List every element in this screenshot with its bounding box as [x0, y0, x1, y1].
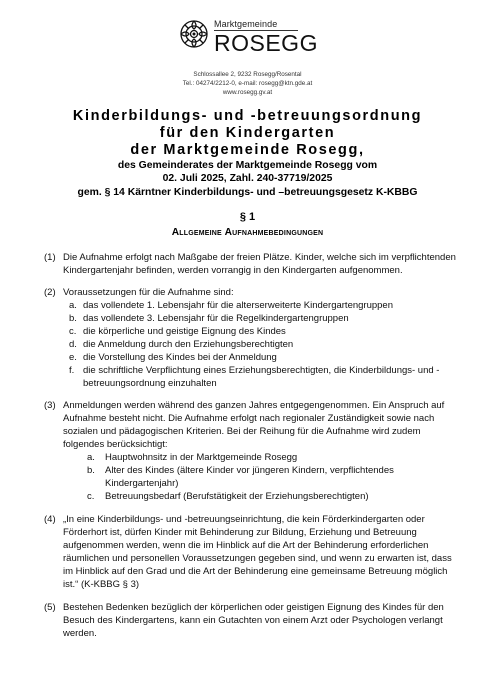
logo-subtitle: Marktgemeinde	[214, 19, 278, 29]
paragraph-4-line: räumlichen und personellen Voraussetzungen gegeben sind, und wenn zu erwarten ist, dass	[63, 553, 452, 564]
paragraph-1-line: Die Aufnahme erfolgt nach Maßgabe der freien Plätze. Kinder, welche sich im verpflichtenden	[63, 252, 456, 263]
paragraph-4-line: im Hinblick auf den Grad und die Art der Behinderung eine gemeinsame Betreuung möglich	[63, 566, 448, 577]
list-item-label: b.	[69, 313, 77, 324]
paragraph-3-number: (3)	[44, 400, 56, 411]
paragraph-5-line: Bestehen Bedenken bezüglich der körperlichen oder geistigen Eignung des Kindes für den	[63, 602, 444, 613]
paragraph-2-intro: Voraussetzungen für die Aufnahme sind:	[63, 287, 234, 298]
list-item-label: a.	[69, 300, 77, 311]
paragraph-2-number: (2)	[44, 287, 56, 298]
contact-line: Tel.: 04274/2212-0, e-mail: rosegg@ktn.gde.at	[182, 80, 313, 87]
paragraph-3-line: folgendes berücksichtigt:	[63, 439, 168, 450]
list-item: das vollendete 3. Lebensjahr für die Regelkindergartengruppen	[83, 313, 349, 324]
list-item-label: a.	[87, 452, 95, 463]
municipality-logo	[178, 14, 318, 60]
paragraph-1-line: Kindergartenjahr befinden, werden vorrangig in den Kindergarten aufgenommen.	[63, 265, 403, 276]
document-subtitle-line-2: 02. Juli 2025, Zahl. 240-37719/2025	[162, 173, 333, 184]
document-title-line-2: für den Kindergarten	[159, 125, 336, 141]
list-item-label: b.	[87, 465, 95, 476]
paragraph-4-line: aufgenommen werden, wenn die im Hinblick auf die Art der Behinderung erforderlichen	[63, 540, 429, 551]
paragraph-1-number: (1)	[44, 252, 56, 263]
document-title-line-3: der Marktgemeinde Rosegg,	[130, 142, 365, 158]
address-line: Schlossallee 2, 9232 Rosegg/Rosental	[193, 71, 302, 78]
list-item: Kindergartenjahr)	[105, 478, 179, 489]
paragraph-5-line: werden.	[63, 628, 97, 639]
paragraph-4-number: (4)	[44, 514, 56, 525]
logo-title: ROSEGG	[214, 30, 318, 56]
list-item: die schriftliche Verpflichtung eines Erziehungsberechtigten, die Kinderbildungs- und -	[83, 365, 440, 376]
list-item: Betreuungsbedarf (Berufstätigkeit der Erziehungsberechtigten)	[105, 491, 369, 502]
list-item: die Vorstellung des Kindes bei der Anmeldung	[83, 352, 277, 363]
list-item: betreuungsordnung einzuhalten	[83, 378, 217, 389]
paragraph-3-line: Anmeldungen werden während des ganzen Jahres entgegengenommen. Ein Anspruch auf	[63, 400, 445, 411]
rose-emblem-icon	[178, 16, 210, 52]
document-subtitle-line-3: gem. § 14 Kärntner Kinderbildungs- und –betreuungsgesetz K-KBBG	[77, 187, 418, 198]
section-heading: Allgemeine Aufnahmebedingungen	[171, 226, 324, 238]
list-item-label: d.	[69, 339, 77, 350]
list-item: Hauptwohnsitz in der Marktgemeinde Rosegg	[105, 452, 298, 463]
paragraph-4-line: „In eine Kinderbildungs- und -betreuungseinrichtung, die kein Förderkindergarten oder	[63, 514, 425, 525]
paragraph-3-line: Aufnahme besteht nicht. Die Aufnahme erfolgt nach regionaler Zuständigkeit sowie nach	[63, 413, 435, 424]
paragraph-4-line: ist.“ (K-KBBG § 3)	[63, 579, 140, 590]
paragraph-3-line: sozialen und pädagogischen Kriterien. Bei der Reihung für die Aufnahme wird zudem	[63, 426, 421, 437]
paragraph-5-number: (5)	[44, 602, 56, 613]
list-item: die Anmeldung durch den Erziehungsberechtigten	[83, 339, 294, 350]
document-title-line-1: Kinderbildungs- und -betreuungsordnung	[72, 108, 423, 124]
list-item: die körperliche und geistige Eignung des Kindes	[83, 326, 286, 337]
section-number: § 1	[239, 211, 256, 223]
website-line: www.rosegg.gv.at	[222, 89, 273, 96]
list-item-label: e.	[69, 352, 77, 363]
list-item-label: f.	[69, 365, 75, 376]
paragraph-4-line: Förderhort ist, dürfen Kinder mit Behinderung zur Bildung, Erziehung und Betreuung	[63, 527, 417, 538]
list-item-label: c.	[87, 491, 95, 502]
list-item: das vollendete 1. Lebensjahr für die alterserweiterte Kindergartengruppen	[83, 300, 394, 311]
document-subtitle-line-1: des Gemeinderates der Marktgemeinde Rosegg vom	[117, 160, 378, 171]
list-item: Alter des Kindes (ältere Kinder vor jüngeren Kindern, verpflichtendes	[105, 465, 394, 476]
list-item-label: c.	[69, 326, 77, 337]
paragraph-5-line: Besuch des Kindergartens, kann ein Gutachten von einem Arzt oder Psychologen verlangt	[63, 615, 443, 626]
